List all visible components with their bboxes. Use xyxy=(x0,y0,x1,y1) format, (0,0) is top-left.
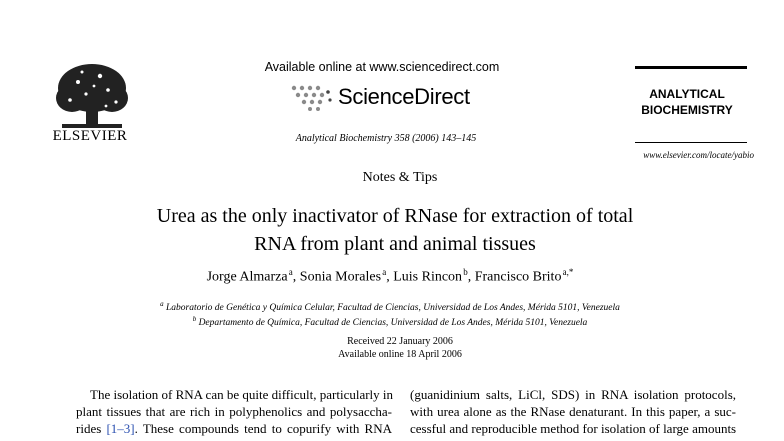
journal-citation: Analytical Biochemistry 358 (2006) 143–145 xyxy=(295,133,477,144)
body-text-line: cessful and reproducible method for isolation of large amounts xyxy=(410,421,737,436)
journal-url-link[interactable]: www.elsevier.com/locate/yabio xyxy=(643,150,754,160)
author-affil-marker: b xyxy=(463,267,468,277)
article-title-line2: RNA from plant and animal tissues xyxy=(254,233,536,255)
author-name[interactable]: Sonia Morales xyxy=(299,269,382,285)
section-label: Notes & Tips xyxy=(362,170,438,185)
affiliation-marker: b xyxy=(192,315,197,323)
journal-name-line2: BIOCHEMISTRY xyxy=(641,103,733,117)
elsevier-wordmark: ELSEVIER xyxy=(52,128,128,144)
article-title-line1: Urea as the only inactivator of RNase for extraction of total xyxy=(156,205,634,227)
available-online-text: Available online at www.sciencedirect.com xyxy=(264,60,500,74)
body-text-line: with urea alone as the RNase denaturant. In this paper, a suc- xyxy=(410,404,736,419)
author-list: Jorge Almarza $^a$, Sonia Morales $^a$, Luis Rincon $^b$, Francisco Brito $^{a,*}$ xyxy=(206,267,574,285)
affiliation-text: Laboratorio de Genética y Química Celular, Facultad de Ciencias, Universidad de Los Andes, Mérida 5101, Venezuela xyxy=(165,303,620,314)
body-text-line: plant tissues that are rich in polyphenolics and polysaccha- xyxy=(76,404,392,419)
journal-rule-bottom xyxy=(635,142,747,143)
article-title xyxy=(80,202,710,258)
author-name[interactable]: Francisco Brito xyxy=(474,269,562,285)
body-text-segment: . These compounds tend to copurify with RNA xyxy=(134,421,392,436)
affiliation-marker: a xyxy=(160,300,164,308)
author-affil-marker: a,* xyxy=(562,267,574,277)
author-affil-marker: a xyxy=(382,267,387,277)
affiliation xyxy=(90,300,690,313)
sciencedirect-brand[interactable]: ScienceDirect xyxy=(338,84,470,109)
journal-name-line1: ANALYTICAL xyxy=(649,87,725,101)
body-column-right xyxy=(410,386,736,437)
received-date: Received 22 January 2006 xyxy=(347,336,453,347)
journal-name xyxy=(622,86,752,118)
body-text-line: (guanidinium salts, LiCl, SDS) in RNA isolation protocols, xyxy=(410,387,736,402)
body-text-segment: rides xyxy=(76,421,107,436)
body-text-line: The isolation of RNA can be quite difficult, particularly in xyxy=(90,387,394,402)
affiliation xyxy=(90,315,690,328)
body-text-line xyxy=(76,420,392,437)
affiliation-text: Departamento de Química, Facultad de Ciencias, Universidad de Los Andes, Mérida 5101, Venezuela xyxy=(198,318,588,329)
body-column-left xyxy=(76,386,392,437)
reference-link[interactable]: [1–3] xyxy=(106,421,135,436)
journal-rule-top xyxy=(635,66,747,69)
author-affil-marker: a xyxy=(288,267,293,277)
author-name[interactable]: Jorge Almarza xyxy=(206,269,288,285)
available-online-date: Available online 18 April 2006 xyxy=(338,349,462,360)
author-name[interactable]: Luis Rincon xyxy=(393,269,463,285)
